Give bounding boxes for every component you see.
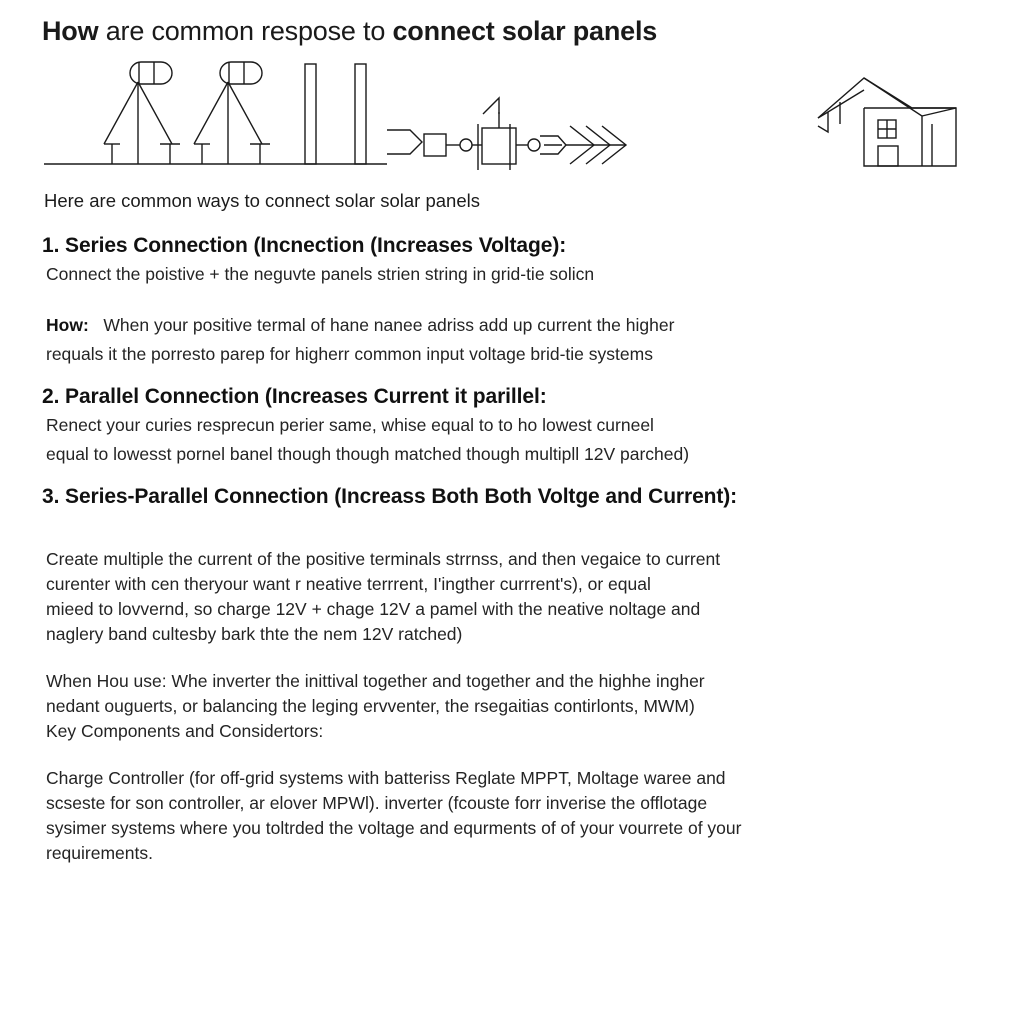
how-block [46, 313, 984, 338]
how-label: How: [46, 315, 89, 335]
when-line-1: Hou use: Whe inverter the inittival together and together and the highhe ingher [96, 671, 705, 691]
final-line-2: scseste for son controller, ar elover MPWl). inverter (fcouste forr inverise the offlotage [46, 793, 708, 813]
solar-panel-array-diagram [42, 52, 642, 177]
section-heading-series-parallel: 3. Series-Parallel Connection (Increass Both Both Voltge and Current): [42, 485, 738, 508]
section-heading-parallel: 2. Parallel Connection (Increases Current it parillel: [42, 385, 547, 408]
header-illustration [40, 52, 984, 180]
title-part-3: connect solar panels [392, 16, 658, 46]
intro-paragraph: Here are common ways to connect solar solar panels [44, 190, 480, 211]
body-line-1: Create multiple the current of the positive terminals strrnss, and then vegaice to current [46, 549, 721, 569]
final-line-3: sysimer systems where you toltrded the voltage and equrments of of your vourrete of your [46, 818, 742, 838]
when-line-2: nedant ouguerts, or balancing the leging ervventer, the rsegaitias contirlonts, MWM) [46, 696, 695, 716]
section-series-line-1: Connect the poistive + the neguvte panels strien string in grid-tie solicn [46, 264, 595, 284]
body-line-4: naglery band cultesby bark thte the nem 12V ratched) [46, 624, 463, 644]
section-parallel-line-1: Renect your curies resprecun perier same, whise equal to to ho lowest curneel [46, 415, 654, 435]
final-line-1: Charge Controller (for off-grid systems with batteriss Reglate MPPT, Moltage waree and [46, 768, 726, 788]
how-line-2: requals it the porresto parep for higherr common input voltage brid-tie systems [46, 344, 653, 364]
when-label: When [46, 671, 92, 691]
key-components-label: Key Components and Considertors: [46, 721, 324, 741]
final-line-4: requirements. [46, 843, 153, 863]
title-part-2: are common respose to [105, 16, 386, 46]
body-line-2: curenter with cen theryour want r neative terrrent, I'ingther currrent's), or equal [46, 574, 651, 594]
house-outline-sketch [804, 62, 964, 174]
how-line-1: When your positive termal of hane nanee adriss add up current the higher [103, 315, 675, 335]
section-parallel-line-2: equal to lowesst pornel banel though though matched though multipll 12V parched) [46, 444, 690, 464]
section-heading-series: 1. Series Connection (Incnection (Increases Voltage): [42, 234, 567, 257]
how-line-2-wrap [46, 342, 984, 367]
when-block [46, 669, 984, 694]
body-line-3: mieed to lovvernd, so charge 12V + chage 12V a pamel with the neative noltage and [46, 599, 701, 619]
title-part-1: How [42, 16, 99, 46]
page-title [42, 14, 984, 48]
